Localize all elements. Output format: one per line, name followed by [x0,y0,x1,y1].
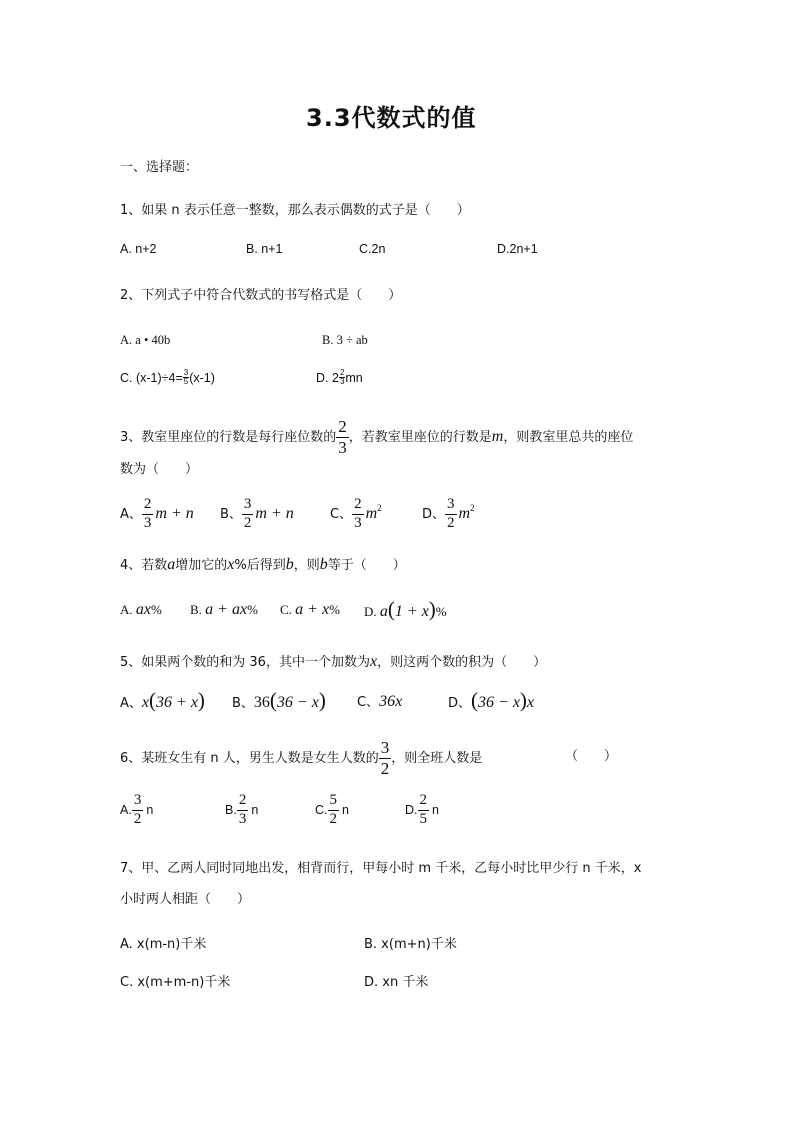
exponent: 2 [377,502,382,513]
exponent: 2 [470,502,475,513]
question-3-stem-line2: 数为（ ） [120,462,199,477]
fraction: $\frac{3}{2}$ [380,738,390,778]
question-2-option-b: B. 3 ÷ ab [322,333,368,347]
variable-b: b [285,556,294,573]
option-c-prefix: C. (x-1)÷4= [120,370,183,385]
question-1-stem: 1、如果 n 表示任意一整数，那么表示偶数的式子是（ ） [120,203,470,218]
question-3-option-d: D、 $\frac{3}{2}$ $m^2$ [422,496,475,531]
variable-x: x [227,556,235,573]
question-1-option-c: C.2n [359,242,386,256]
question-4-option-d: D. a(1 + x)% [364,597,447,621]
question-6-option-c: C. $\frac{5}{2}$ n [315,792,349,827]
question-7-stem-line1: 7、甲、乙两人同时同地出发，相背而行，甲每小时 m 千米，乙每小时比甲少行 n 千米，x [120,861,642,876]
question-6-answer-blank: （ ） [565,749,618,764]
question-5-stem: 5、如果两个数的和为 36，其中一个加数为x，则这两个数的积为（ ） [120,653,547,670]
question-2-option-a: A. a • 40b [120,333,171,347]
fraction: $\frac{2}{3}$ [143,496,152,531]
question-5-option-c: C、36x [357,693,403,710]
fraction: $\frac{2}{3}$ [354,496,362,531]
option-d-suffix: mn [345,370,363,385]
question-5-option-a: A、x(36 + x) [120,688,205,712]
question-6-option-d: D. $\frac{2}{5}$ n [405,792,439,827]
question-6-option-a: A. $\frac{3}{2}$ n [120,792,154,827]
question-1-option-a: A. n+2 [120,242,157,256]
question-4-option-a: A. ax% [120,601,162,618]
option-c-fraction: $\frac{3}{5}$ [183,368,189,387]
question-4-stem: 4、若数a增加它的x%后得到b，则b等于（ ） [120,556,406,573]
question-3-option-b: B、 $\frac{3}{2}$ m + n [220,496,294,531]
fraction: $\frac{3}{2}$ [447,496,455,531]
question-3-option-c: C、 $\frac{2}{3}$ $m^2$ [330,496,382,531]
question-4-option-b: B. a + ax% [190,601,258,618]
question-2-option-c [120,369,215,387]
section-heading: 一、选择题： [120,160,199,175]
question-7-option-d: D. xn 千米 [364,975,429,990]
question-4-option-c: C. a + x% [280,601,340,618]
question-1-option-b: B. n+1 [246,242,283,256]
variable-b: b [319,556,328,573]
question-7-stem-line2: 小时两人相距（ ） [120,892,251,907]
page-title: 3.3代数式的值 [306,104,477,132]
question-5-option-d: D、(36 − x)x [448,688,535,712]
fraction: $\frac{2}{5}$ [419,792,427,827]
variable-x: x [369,653,378,670]
question-6-option-b: B. $\frac{2}{3}$ n [225,792,259,827]
fraction: $\frac{3}{2}$ [243,496,252,531]
option-d-fraction: $\frac{2}{3}$ [339,368,345,387]
question-7-option-c: C. x(m+m-n)千米 [120,975,231,990]
question-2-option-d [316,369,363,387]
fraction: $\frac{5}{2}$ [329,792,337,827]
fraction: $\frac{2}{3}$ [238,792,247,827]
question-6-stem: 6、某班女生有 n 人，男生人数是女生人数的 $\frac{3}{2}$ ，则全班人数是 [120,738,483,778]
question-7-option-b: B. x(m+n)千米 [364,937,457,952]
question-7-option-a: A. x(m-n)千米 [120,937,207,952]
fraction: $\frac{2}{3}$ [338,417,347,457]
question-5-option-b: B、36(36 − x) [232,688,326,712]
question-1-option-d: D.2n+1 [497,242,538,256]
question-2-stem: 2、下列式子中符合代数式的书写格式是（ ） [120,288,402,303]
option-c-suffix: (x-1) [189,370,215,385]
fraction: $\frac{3}{2}$ [133,792,142,827]
variable-a: a [167,556,176,573]
question-3-option-a: A、 $\frac{2}{3}$ m + n [120,496,194,531]
variable-m: m [491,428,504,446]
option-d-prefix: D. 2 [316,370,339,385]
question-3-stem: 3、教室里座位的行数是每行座位数的 $\frac{2}{3}$ ，若教室里座位的行数是m，则教室里总共的座位 [120,417,634,457]
